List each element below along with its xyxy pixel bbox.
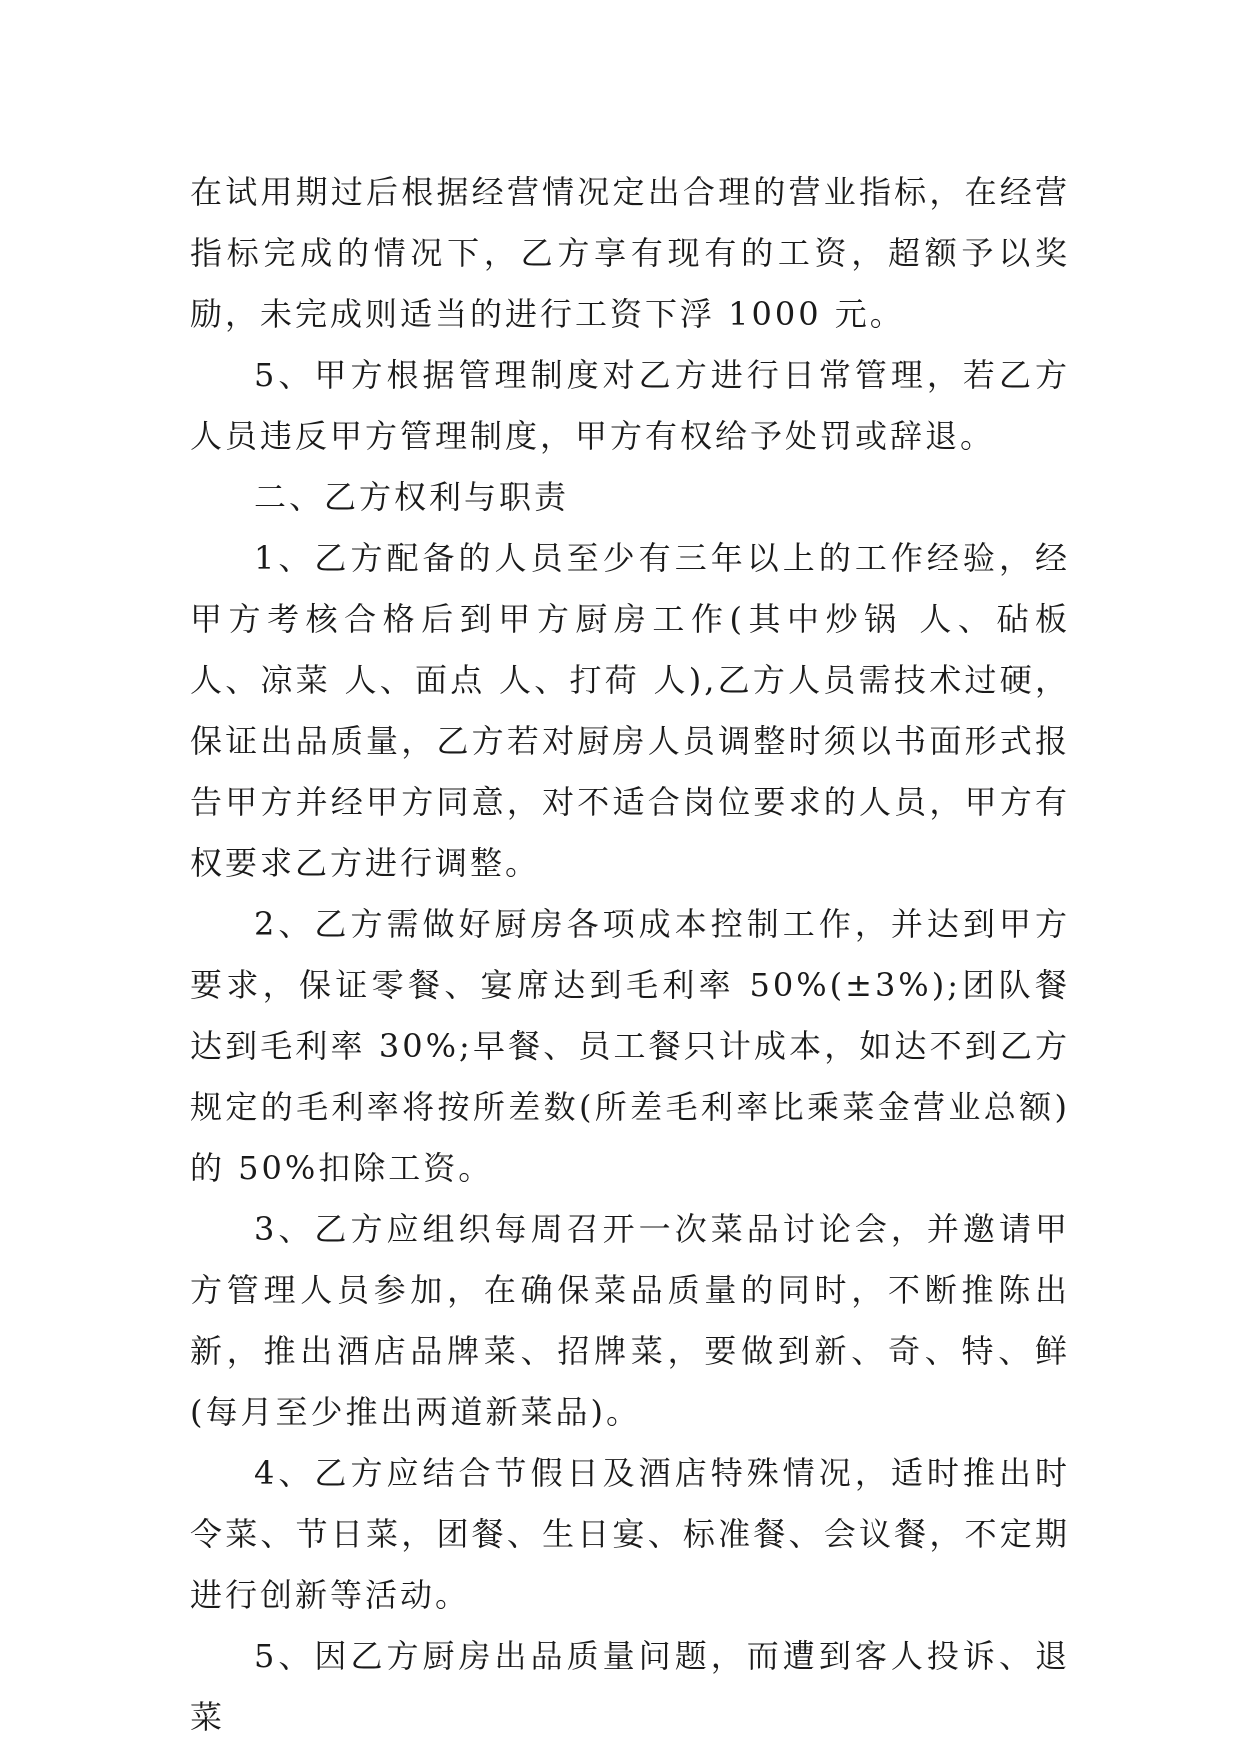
paragraph-clause-2-cost-control: 2、乙方需做好厨房各项成本控制工作，并达到甲方要求，保证零餐、宴席达到毛利率 50%(±3%);团队餐达到毛利率 30%;早餐、员工餐只计成本，如达不到乙方规定的毛利率将按所差数(所差毛利率比乘菜金营业总额)的 50%扣除工资。 xyxy=(190,905,1070,1187)
paragraph-trial-period: 在试用期过后根据经营情况定出合理的营业指标，在经营指标完成的情况下，乙方享有现有的工资，超额予以奖励，未完成则适当的进行工资下浮 1000 元。 xyxy=(190,173,1070,333)
section-heading-party-b-rights: 二、乙方权利与职责 xyxy=(254,478,570,516)
document-body xyxy=(190,162,1070,1748)
paragraph-clause-3-menu-meeting: 3、乙方应组织每周召开一次菜品讨论会，并邀请甲方管理人员参加，在确保菜品质量的同时，不断推陈出新，推出酒店品牌菜、招牌菜，要做到新、奇、特、鲜(每月至少推出两道新菜品)。 xyxy=(190,1210,1070,1431)
paragraph-clause-1-staffing: 1、乙方配备的人员至少有三年以上的工作经验，经甲方考核合格后到甲方厨房工作(其中炒锅 人、砧板 人、凉菜 人、面点 人、打荷 人),乙方人员需技术过硬，保证出品质量，乙方若对厨房人员调整时须以书面形式报告甲方并经甲方同意，对不适合岗位要求的人员，甲方有权要求乙方进行调整。 xyxy=(190,539,1070,882)
paragraph-clause-5-management: 5、甲方根据管理制度对乙方进行日常管理，若乙方人员违反甲方管理制度，甲方有权给予处罚或辞退。 xyxy=(190,356,1070,455)
paragraph-clause-5-complaints: 5、因乙方厨房出品质量问题，而遭到客人投诉、退菜 xyxy=(190,1637,1070,1736)
paragraph-clause-4-seasonal-dishes: 4、乙方应结合节假日及酒店特殊情况，适时推出时令菜、节日菜，团餐、生日宴、标准餐、会议餐，不定期进行创新等活动。 xyxy=(190,1454,1070,1614)
